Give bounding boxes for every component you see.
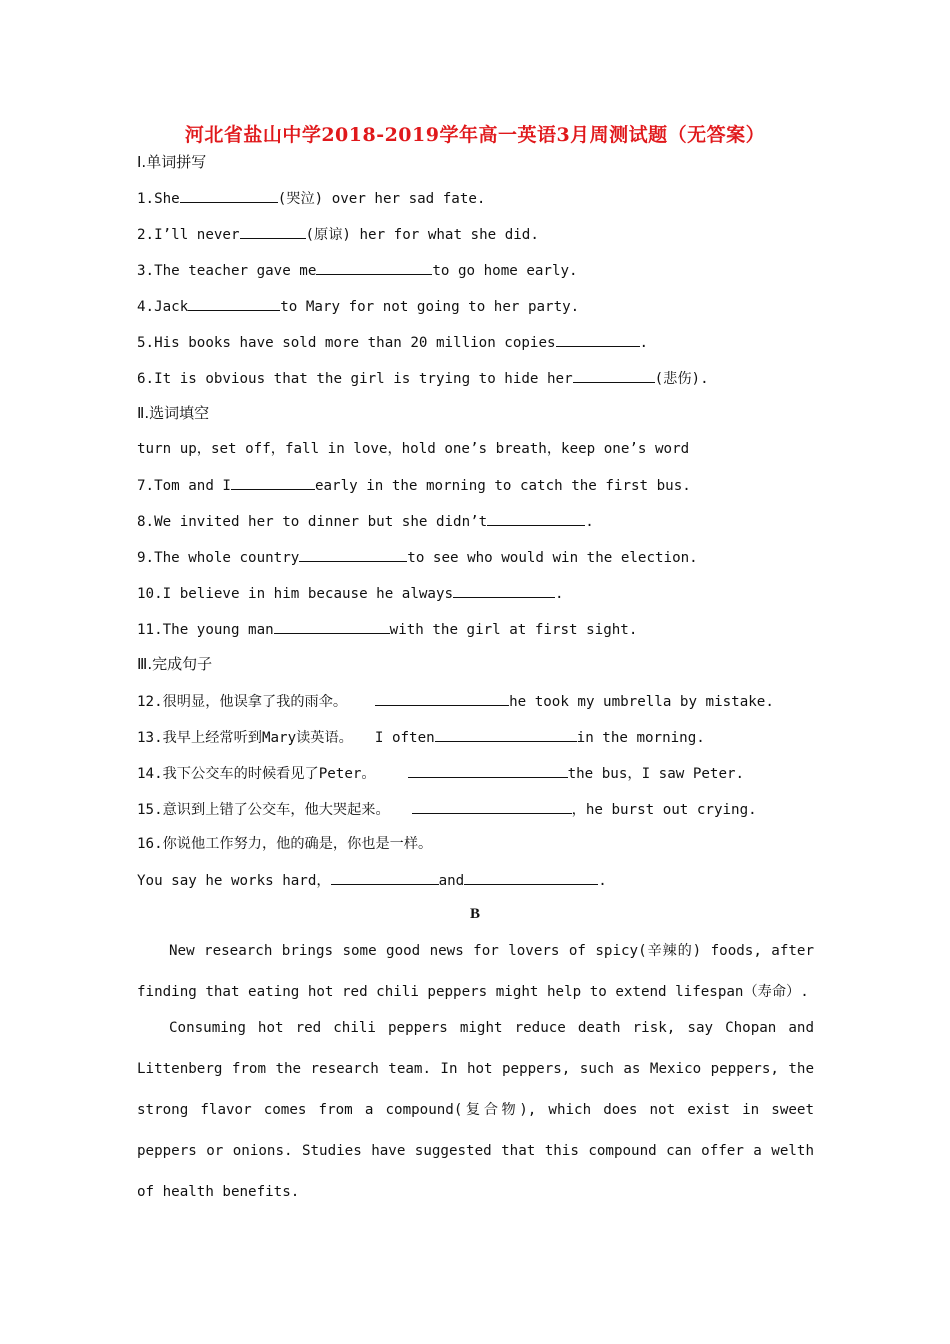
q13-blank[interactable] — [435, 727, 577, 742]
q15-chinese: 15.意识到上错了公交车，他大哭起来。 — [137, 802, 390, 818]
passage-paragraph-2 — [137, 1008, 814, 1213]
q10-post: . — [555, 586, 564, 602]
q9-pre: 9.The whole country — [137, 550, 300, 566]
question-8 — [137, 511, 830, 532]
section1-heading: Ⅰ.单词拼写 — [137, 153, 207, 171]
question-7 — [137, 475, 830, 496]
q16-blank-2[interactable] — [464, 870, 598, 885]
passage-p2-text: Consuming hot red chili peppers might reduce death risk, say Chopan and Littenberg from the research team. In hot peppers, such as Mexico peppers, the strong flavor comes from a compound(复合物), which does not exist in sweet peppers or onions. Studies have suggested that this compound can offer a welth of health benefits. — [137, 1020, 814, 1200]
question-2 — [137, 224, 830, 245]
q8-blank[interactable] — [487, 511, 585, 526]
q14-blank[interactable] — [408, 763, 568, 778]
q3-post: to go home early. — [432, 263, 578, 279]
passage-paragraph-1 — [137, 931, 814, 1013]
q8-pre: 8.We invited her to dinner but she didn’t — [137, 514, 488, 530]
q6-pre: 6.It is obvious that the girl is trying to hide her — [137, 371, 573, 387]
q2-pre: 2.I’ll never — [137, 227, 240, 243]
question-4 — [137, 296, 830, 317]
question-5 — [137, 332, 830, 353]
question-14 — [137, 763, 830, 784]
q3-blank[interactable] — [316, 260, 432, 275]
passage-p1-text: New research brings some good news for lovers of spicy(辛辣的) foods, after finding that eating hot red chili peppers might help to extend lifespan（寿命）. — [137, 943, 814, 1000]
q9-blank[interactable] — [299, 547, 407, 562]
q8-post: . — [585, 514, 594, 530]
question-6 — [137, 368, 830, 389]
question-15 — [137, 799, 830, 820]
q14-chinese: 14.我下公交车的时候看见了Peter。 — [137, 766, 376, 782]
q2-blank[interactable] — [240, 224, 306, 239]
question-16-chinese: 16.你说他工作努力，他的确是，你也是一样。 — [137, 836, 433, 852]
q16-mid: and — [438, 873, 465, 889]
q16-blank-1[interactable] — [331, 870, 439, 885]
q12-chinese: 12.很明显，他误拿了我的雨伞。 — [137, 694, 348, 710]
q10-pre: 10.I believe in him because he always — [137, 586, 454, 602]
q12-blank[interactable] — [375, 691, 509, 706]
q15-blank[interactable] — [412, 799, 572, 814]
q3-pre: 3.The teacher gave me — [137, 263, 317, 279]
question-10 — [137, 583, 830, 604]
q6-blank[interactable] — [573, 368, 655, 383]
q13-post: in the morning. — [576, 730, 705, 746]
q4-post: to Mary for not going to her party. — [280, 299, 580, 315]
q5-pre: 5.His books have sold more than 20 million copies — [137, 335, 556, 351]
question-13 — [137, 727, 830, 748]
question-16 — [137, 870, 830, 891]
q16-pre: You say he works hard， — [137, 873, 331, 889]
q1-post: (哭泣) over her sad fate. — [277, 191, 486, 207]
q13-chinese: 13.我早上经常听到Mary读英语。 — [137, 730, 353, 746]
q7-blank[interactable] — [231, 475, 315, 490]
question-11 — [137, 619, 830, 640]
question-12 — [137, 691, 830, 712]
question-1 — [137, 188, 830, 209]
q11-blank[interactable] — [274, 619, 390, 634]
q7-post: early in the morning to catch the first bus. — [314, 478, 691, 494]
section2-heading: Ⅱ.选词填空 — [137, 404, 210, 422]
q16-post: . — [598, 873, 607, 889]
question-3 — [137, 260, 830, 281]
section3-heading: Ⅲ.完成句子 — [137, 655, 213, 673]
q9-post: to see who would win the election. — [407, 550, 698, 566]
q11-post: with the girl at first sight. — [389, 622, 638, 638]
q2-post: (原谅) her for what she did. — [305, 227, 539, 243]
q6-post: (悲伤). — [654, 371, 709, 387]
word-bank: turn up，set off，fall in love，hold one’s breath，keep one’s word — [137, 441, 690, 457]
q12-post: he took my umbrella by mistake. — [509, 694, 774, 710]
q1-blank[interactable] — [180, 188, 278, 203]
q14-post: the bus，I saw Peter. — [567, 766, 745, 782]
q15-post: ，he burst out crying. — [571, 802, 757, 818]
q13-pre: I often — [374, 730, 435, 746]
q11-pre: 11.The young man — [137, 622, 274, 638]
passage-label: B — [469, 906, 480, 922]
q1-pre: 1.She — [137, 191, 180, 207]
question-9 — [137, 547, 830, 568]
q10-blank[interactable] — [453, 583, 555, 598]
document-title: 河北省盐山中学2018-2019学年高一英语3月周测试题（无答案） — [184, 124, 766, 146]
q5-post: . — [639, 335, 649, 351]
q5-blank[interactable] — [556, 332, 640, 347]
q4-blank[interactable] — [188, 296, 280, 311]
q7-pre: 7.Tom and I — [137, 478, 231, 494]
q4-pre: 4.Jack — [137, 299, 189, 315]
